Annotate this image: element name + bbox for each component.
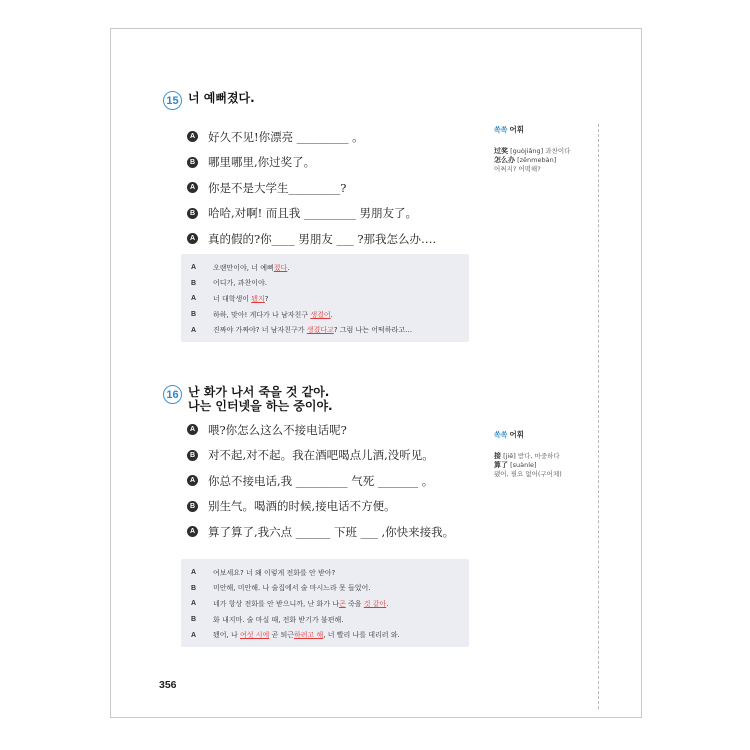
translation-text	[213, 599, 389, 609]
textbook-page	[110, 28, 642, 718]
highlighted-phrase: 곤	[339, 599, 346, 608]
dialogue-text: 真的假的?你____ 男朋友 ___ ?那我怎么办….	[208, 231, 437, 246]
translation-speaker: A	[191, 569, 197, 577]
translation-row	[181, 581, 469, 597]
translation-fragment: 됐어, 나	[213, 631, 240, 640]
speaker-badge: A	[187, 424, 198, 435]
translation-speaker: A	[191, 295, 197, 303]
section-title-line: 너 예뻐졌다.	[188, 91, 255, 105]
translation-fragment: 하하, 맞아! 게다가 나 남자친구	[213, 310, 311, 319]
vocab-term: 接	[494, 452, 501, 460]
speaker-badge: A	[187, 526, 198, 537]
vocab-item	[494, 461, 594, 470]
translation-speaker: B	[191, 616, 197, 624]
dialogue-line	[187, 519, 523, 545]
vocab-header	[494, 429, 594, 440]
highlighted-phrase: 생겼다고	[306, 326, 334, 335]
translation-row	[181, 322, 469, 338]
vocab-box	[494, 429, 594, 479]
vocab-pinyin: [suànle]	[510, 461, 537, 469]
translation-speaker: A	[191, 600, 197, 608]
vocab-header	[494, 124, 594, 135]
translation-row	[181, 596, 469, 612]
speaker-badge: B	[187, 157, 198, 168]
translation-speaker: A	[191, 264, 197, 272]
translation-fragment: .	[330, 310, 333, 319]
dialogue-line	[187, 443, 523, 469]
vocab-meaning: 어쩌지? 어떡해?	[494, 165, 541, 173]
dialogue-line	[187, 201, 523, 227]
exercise-section-15	[163, 91, 523, 252]
translation-fragment: 어디가, 과찬이야.	[213, 279, 268, 288]
vocab-box	[494, 124, 594, 174]
translation-row	[181, 565, 469, 581]
translation-text	[213, 278, 267, 288]
highlighted-phrase: 생겼어	[310, 310, 331, 319]
speaker-badge: A	[187, 233, 198, 244]
dialogue-line	[187, 494, 523, 520]
translation-text	[213, 310, 333, 320]
translation-fragment: 화 내지마. 술 마실 때, 전화 받기가 불편해.	[213, 615, 344, 624]
translation-speaker: A	[191, 631, 197, 639]
highlighted-phrase: 여섯 시에	[239, 631, 270, 640]
vocab-term: 算了	[494, 461, 508, 469]
vocab-pinyin: [jiē]	[503, 452, 516, 460]
vocab-term: 怎么办	[494, 156, 515, 164]
dialogue-line	[187, 417, 523, 443]
translation-text	[213, 568, 335, 578]
speaker-badge: B	[187, 501, 198, 512]
translation-fragment: .	[287, 263, 290, 272]
dialogue-line	[187, 175, 523, 201]
section-title	[188, 385, 333, 413]
speaker-badge: A	[187, 475, 198, 486]
section-header	[163, 91, 523, 110]
translation-text	[213, 615, 343, 625]
translation-text	[213, 630, 400, 640]
dialogue-text: 你总不接电话,我 _________ 气死 _______ 。	[208, 473, 434, 488]
translation-fragment: 곧 퇴근	[269, 631, 294, 640]
section-header	[163, 385, 523, 413]
vocab-item	[494, 470, 594, 479]
vocab-label: 어휘	[509, 430, 525, 439]
vocab-items	[494, 147, 594, 174]
translation-text	[213, 583, 371, 593]
dialogue-line	[187, 226, 523, 252]
translation-row	[181, 260, 469, 276]
dialogue-text: 好久不见!你漂亮 _________ 。	[208, 129, 364, 144]
speaker-badge: A	[187, 182, 198, 193]
vocab-label: 어휘	[509, 125, 525, 134]
vocab-item	[494, 147, 594, 156]
translation-speaker: B	[191, 279, 197, 287]
translation-fragment: 너 대학생이	[213, 294, 252, 303]
dialogue-text: 算了算了,我六点 ______ 下班 ___ ,你快来接我。	[208, 524, 455, 539]
translation-speaker: B	[191, 584, 197, 592]
highlighted-phrase: 졌다	[273, 263, 288, 272]
translation-speaker: B	[191, 311, 197, 319]
highlighted-phrase: 하려고 해	[294, 631, 324, 640]
dialogue-line	[187, 150, 523, 176]
translation-text	[213, 294, 269, 304]
dialogue-lines	[187, 417, 523, 545]
section-number-badge: 15	[163, 91, 182, 110]
page-number: 356	[159, 679, 177, 691]
vocab-meaning: 받다, 마중하다	[517, 452, 560, 460]
highlighted-phrase: 것 같아	[363, 599, 387, 608]
translation-fragment: 네가 항상 전화를 안 받으니까, 난 화가 나	[213, 599, 339, 608]
dialogue-lines	[187, 124, 523, 252]
vocab-term: 过奖	[494, 147, 508, 155]
translation-row	[181, 627, 469, 643]
dialogue-text: 对不起,对不起。我在酒吧喝点儿酒,没听见。	[208, 448, 434, 463]
translation-text	[213, 263, 290, 273]
speaker-badge: B	[187, 208, 198, 219]
translation-fragment: 죽을	[345, 599, 364, 608]
translation-fragment: 여보세요? 너 왜 이렇게 전화를 안 받아?	[213, 568, 336, 577]
dialogue-text: 你是不是大学生_________?	[208, 180, 347, 195]
speaker-badge: A	[187, 131, 198, 142]
translation-fragment: ? 그럼 나는 어떡하라고…	[333, 326, 413, 335]
translation-text	[213, 325, 412, 335]
dialogue-text: 别生气。喝酒的时候,接电话不方便。	[208, 499, 396, 514]
translation-box	[181, 254, 469, 342]
margin-divider	[598, 124, 599, 709]
vocab-logo: 쏙쏙	[494, 125, 508, 134]
translation-fragment: 미안해, 미안해. 나 술집에서 술 마시느라 못 들었어.	[213, 584, 371, 593]
translation-fragment: , 너 빨리 나를 데리러 와.	[323, 631, 400, 640]
translation-row	[181, 276, 469, 292]
section-title-line: 나는 인터넷을 하는 중이야.	[188, 399, 333, 413]
dialogue-line	[187, 468, 523, 494]
translation-box	[181, 559, 469, 647]
dialogue-text: 喂?你怎么这么不接电话呢?	[208, 422, 347, 437]
vocab-pinyin: [zěnmebàn]	[517, 156, 557, 164]
section-number-badge: 16	[163, 385, 182, 404]
vocab-item	[494, 165, 594, 174]
section-title	[188, 91, 255, 105]
highlighted-phrase: 됐지	[251, 294, 265, 303]
speaker-badge: B	[187, 450, 198, 461]
vocab-items	[494, 452, 594, 479]
vocab-logo: 쏙쏙	[494, 430, 508, 439]
translation-fragment: ?	[264, 294, 269, 303]
translation-fragment: 오랜만이야, 너 예뻐	[213, 263, 274, 272]
exercise-section-16	[163, 385, 523, 545]
translation-fragment: .	[386, 599, 389, 608]
translation-fragment: 진짜야 가짜야? 너 남자친구가	[213, 326, 307, 335]
translation-row	[181, 612, 469, 628]
dialogue-text: 哈哈,对啊! 而且我 _________ 男朋友了。	[208, 206, 417, 221]
section-title-line: 난 화가 나서 죽을 것 같아.	[188, 385, 330, 399]
vocab-meaning: 됐어, 필요 없어(구어체)	[494, 470, 562, 478]
translation-speaker: A	[191, 326, 197, 334]
translation-row	[181, 291, 469, 307]
vocab-pinyin: [guòjiǎng]	[510, 147, 544, 155]
dialogue-line	[187, 124, 523, 150]
vocab-item	[494, 156, 594, 165]
dialogue-text: 哪里哪里,你过奖了。	[208, 155, 316, 170]
vocab-item	[494, 452, 594, 461]
vocab-meaning: 과찬이다	[545, 147, 571, 155]
translation-row	[181, 307, 469, 323]
